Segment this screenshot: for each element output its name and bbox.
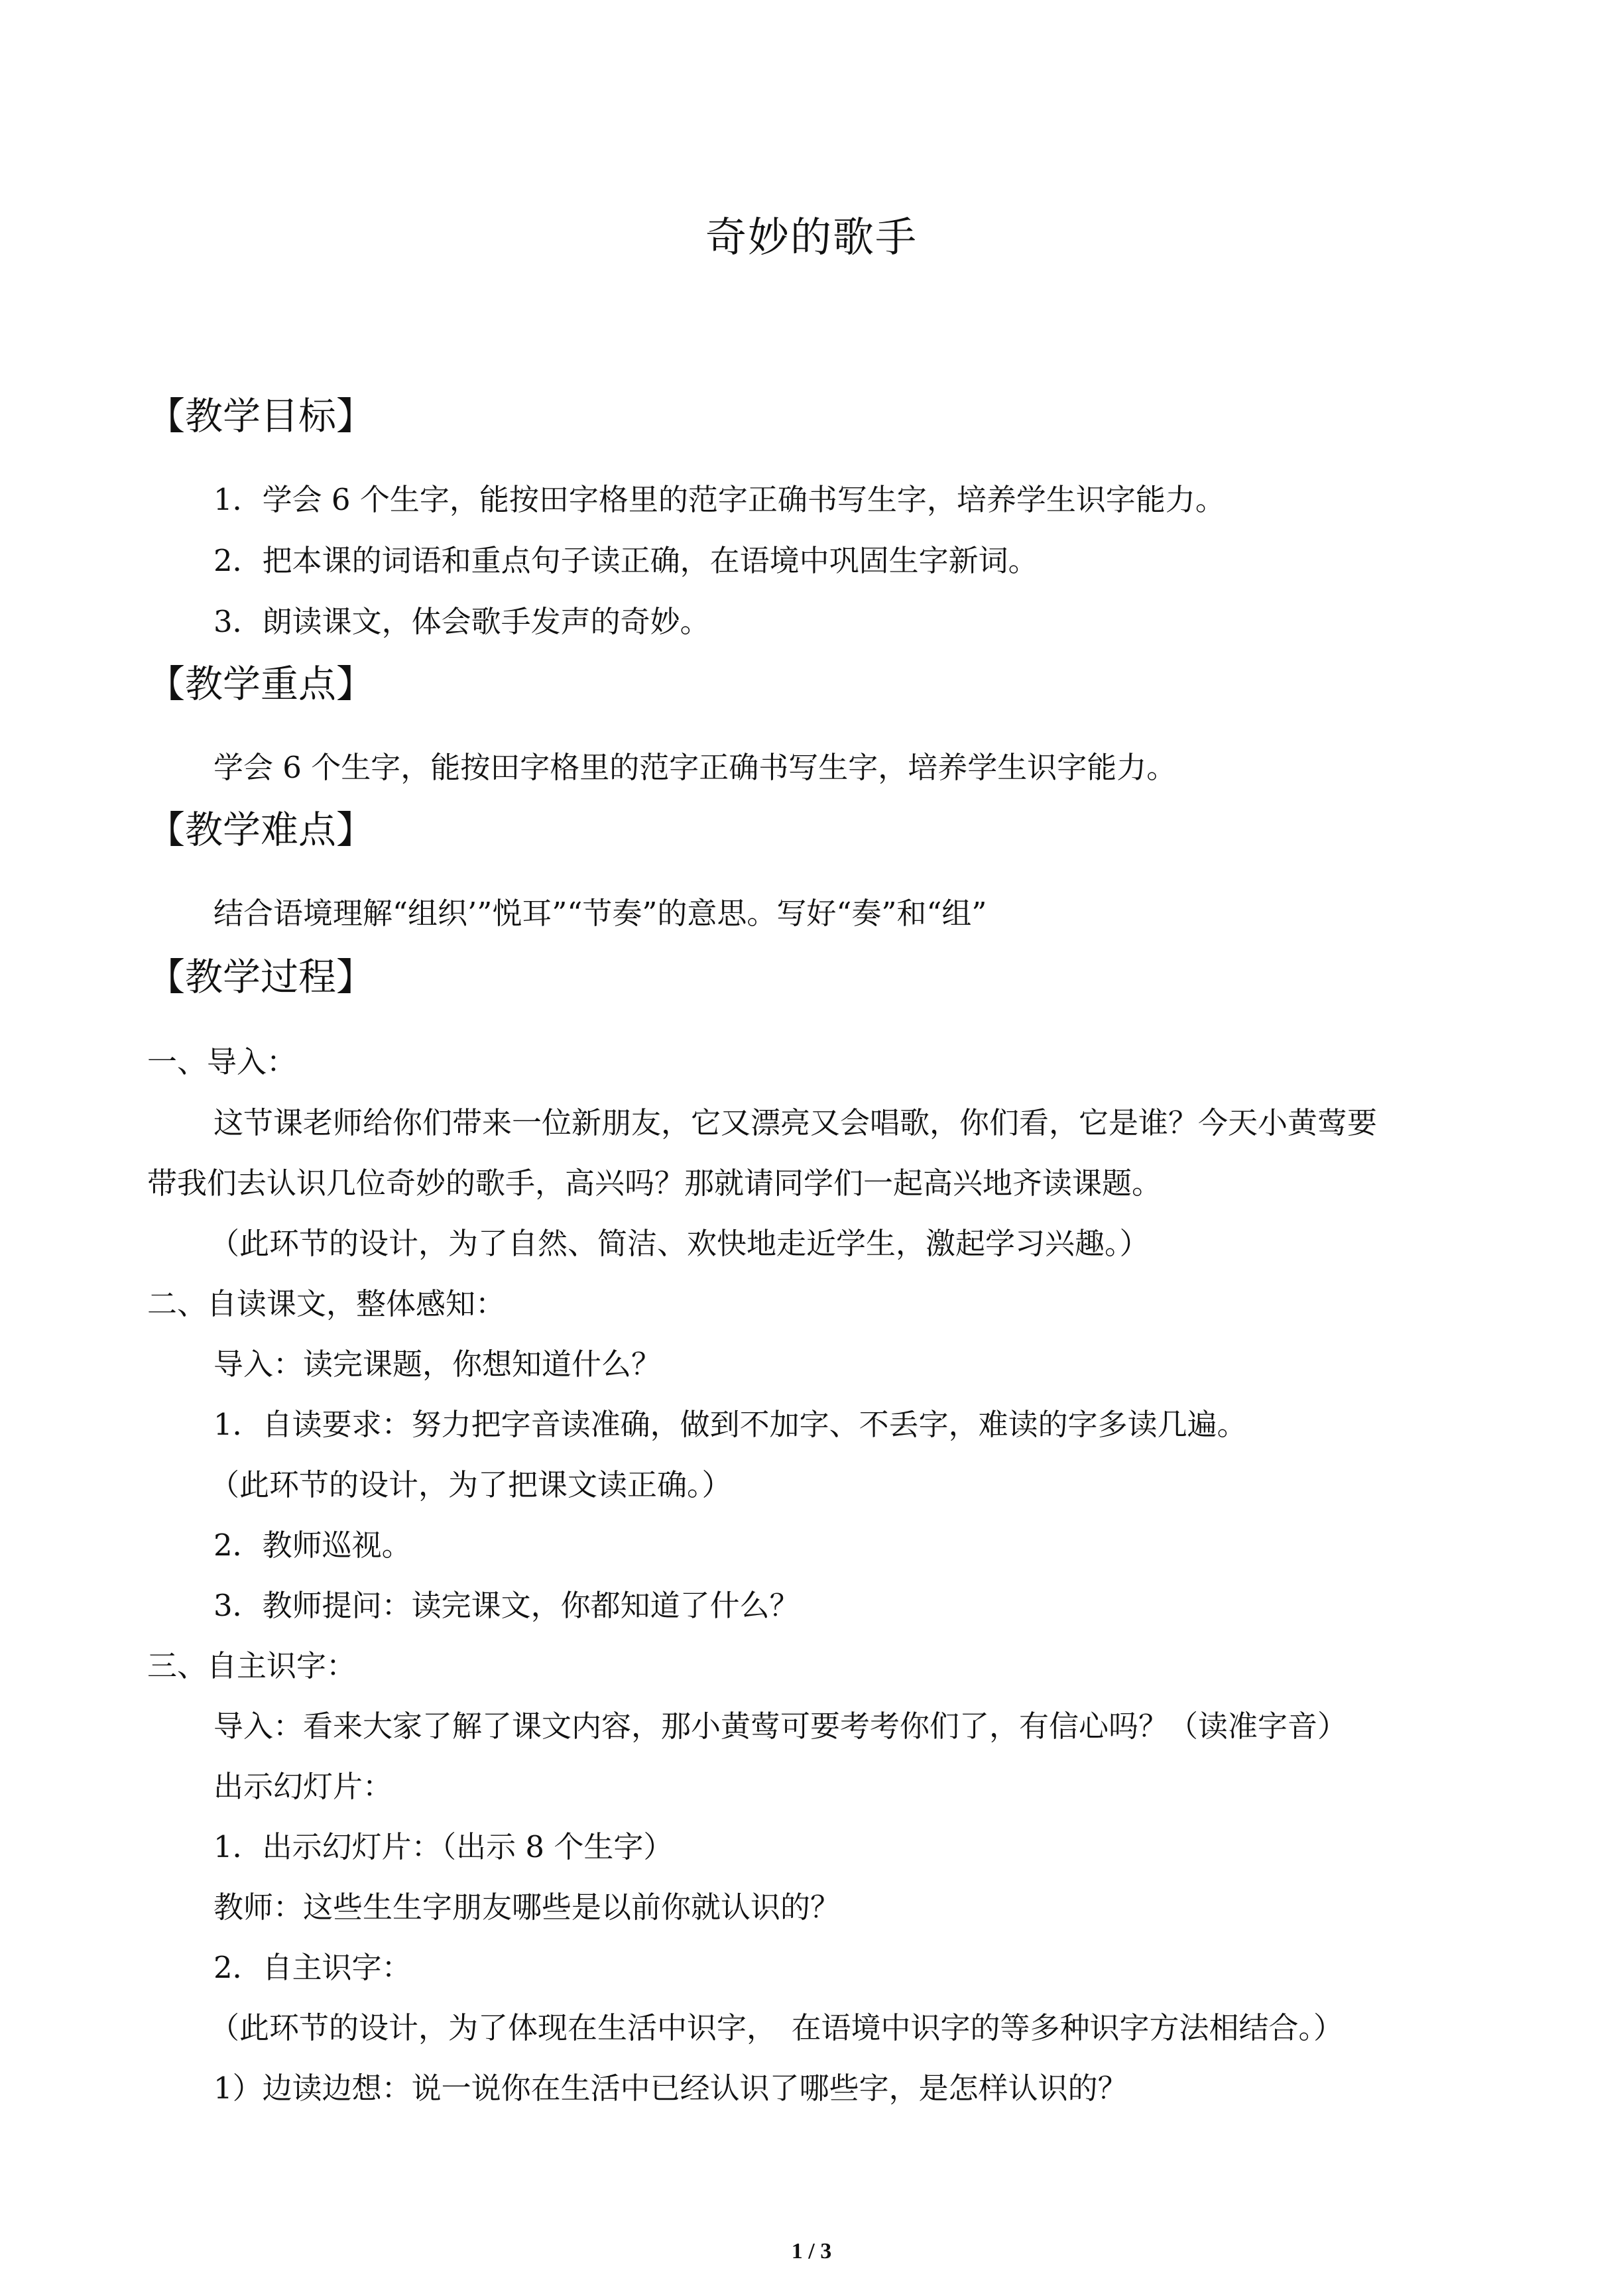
process-part3-intro: 导入：看来大家了解了课文内容，那小黄莺可要考考你们了，有信心吗？（读准字音） (213, 1709, 1348, 1744)
process-part1-paragraph-line1: 这节课老师给你们带来一位新朋友，它又漂亮又会唱歌，你们看，它是谁？今天小黄莺要 (213, 1105, 1378, 1140)
process-part2-title: 二、自读课文，整体感知： (147, 1286, 506, 1321)
process-part3-sub1: 1）边读边想：说一说你在生活中已经认识了哪些字，是怎样认识的？ (213, 2071, 1128, 2106)
process-part2-intro: 导入：读完课题，你想知道什么？ (213, 1347, 662, 1382)
process-part3-title: 三、自主识字： (147, 1648, 357, 1683)
document-title: 奇妙的歌手 (705, 213, 918, 261)
process-part2-item3: 3．教师提问：读完课文，你都知道了什么？ (213, 1588, 800, 1623)
process-part3-note: （此环节的设计，为了体现在生活中识字， 在语境中识字的等多种识字方法相结合。） (210, 2010, 1344, 2045)
section-heading-key-points: 【教学重点】 (147, 662, 374, 706)
process-part2-item1: 1．自读要求：努力把字音读准确，做到不加字、不丢字，难读的字多读几遍。 (213, 1407, 1247, 1442)
process-part3-item2: 2．自主识字： (213, 1950, 412, 1985)
process-part2-note: （此环节的设计，为了把课文读正确。） (210, 1467, 732, 1502)
process-part3-slide: 出示幻灯片： (213, 1769, 393, 1804)
page-number: 1 / 3 (791, 2239, 832, 2264)
objective-item-1: 1．学会 6 个生字，能按田字格里的范字正确书写生字，培养学生识字能力。 (213, 482, 1225, 517)
process-part1-paragraph-line2: 带我们去认识几位奇妙的歌手，高兴吗？那就请同学们一起高兴地齐读课题。 (147, 1166, 1162, 1201)
section-heading-objectives: 【教学目标】 (147, 394, 374, 438)
objective-item-3: 3．朗读课文，体会歌手发声的奇妙。 (213, 604, 710, 639)
process-part1-note: （此环节的设计，为了自然、简洁、欢快地走近学生，激起学习兴趣。） (210, 1226, 1150, 1261)
process-part1-title: 一、导入： (147, 1044, 297, 1079)
process-part2-item2: 2．教师巡视。 (213, 1528, 412, 1563)
section-heading-process: 【教学过程】 (147, 955, 374, 999)
difficulties-text: 结合语境理解“组织’”悦耳”“节奏”的意思。写好“奏”和“组” (213, 896, 987, 931)
section-heading-difficulties: 【教学难点】 (147, 808, 374, 852)
process-part3-teacher: 教师：这些生生字朋友哪些是以前你就认识的？ (213, 1890, 841, 1925)
objective-item-2: 2．把本课的词语和重点句子读正确，在语境中巩固生字新词。 (213, 543, 1038, 578)
process-part3-item1: 1．出示幻灯片：（出示 8 个生字） (213, 1829, 674, 1864)
key-points-text: 学会 6 个生字，能按田字格里的范字正确书写生字，培养学生识字能力。 (213, 750, 1177, 785)
